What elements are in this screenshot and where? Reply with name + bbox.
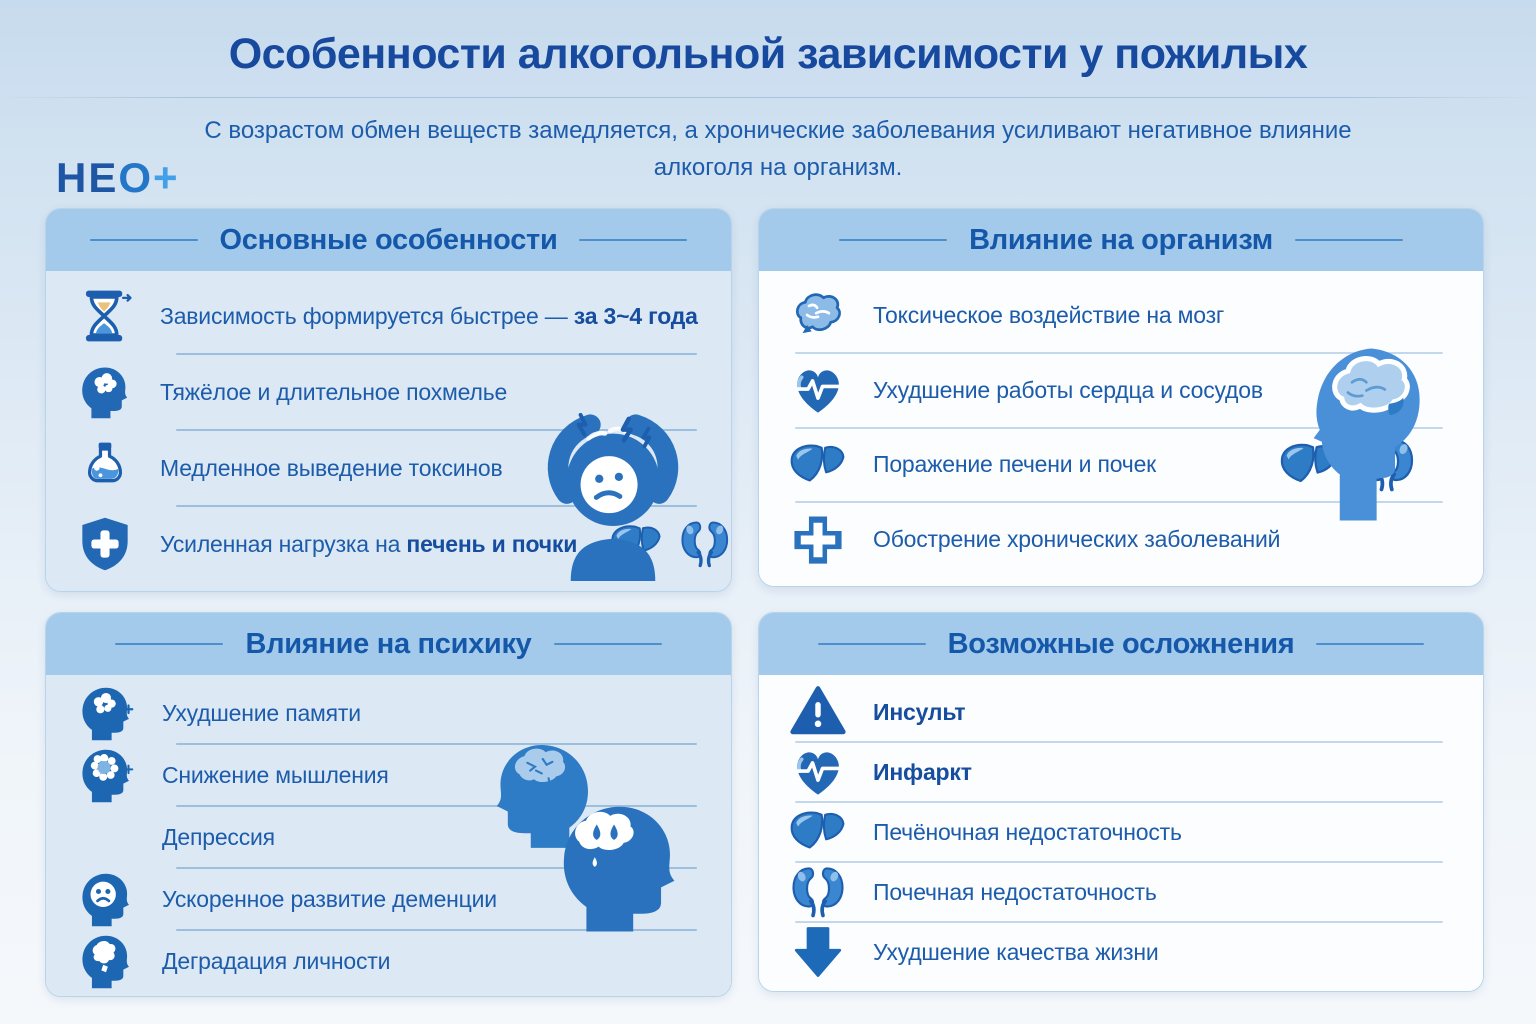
item-text: Токсическое воздействие на мозг: [873, 301, 1225, 328]
item-text: Депрессия: [162, 823, 275, 850]
head-hangover-icon: [76, 363, 134, 421]
list-item: [789, 683, 1449, 741]
panel-title: Влияние на организм: [969, 223, 1273, 256]
item-text: Инсульт: [873, 698, 966, 725]
panel-body: [759, 271, 1483, 586]
head-profile-brain-illustration: [1307, 343, 1435, 523]
panel-title: Возможные осложнения: [947, 627, 1295, 660]
panel-body: [759, 675, 1483, 991]
item-text: Ухудшение работы сердца и сосудов: [873, 376, 1263, 403]
hourglass-icon: [76, 287, 134, 345]
icon-spacer: [76, 807, 136, 867]
list-item: [789, 923, 1449, 981]
item-text: Инфаркт: [873, 758, 972, 785]
panel-complications: [758, 612, 1484, 992]
header-line: [839, 239, 947, 241]
item-text: Медленное выведение токсинов: [160, 454, 503, 481]
head-memory-icon: [76, 683, 136, 743]
medical-cross-icon: [789, 511, 847, 569]
item-text: Ухудшение памяти: [162, 699, 361, 726]
logo-part: О: [118, 154, 154, 201]
item-text: Поражение печени и почек: [873, 451, 1157, 478]
header-line: [1316, 643, 1424, 645]
header-line: [1295, 239, 1403, 241]
header-line: [554, 643, 662, 645]
neo-plus-logo: [56, 154, 180, 202]
item-text: Снижение мышления: [162, 761, 389, 788]
panel-header: [759, 613, 1483, 675]
panel-title: Влияние на психику: [245, 627, 532, 660]
item-text: Тяжёлое и длительное похмелье: [160, 378, 508, 405]
panel-body: [46, 271, 731, 591]
two-heads-illustration: [483, 735, 695, 941]
list-item: [76, 279, 697, 353]
head-thinking-icon: [76, 745, 136, 805]
item-text: Обострение хронических заболеваний: [873, 526, 1281, 553]
header-line: [579, 239, 687, 241]
item-text: Печёночная недостаточность: [873, 818, 1182, 845]
panel-psyche: [45, 612, 732, 997]
panel-body: [46, 675, 731, 997]
brain-icon: [789, 286, 847, 344]
heart-pulse-icon: [789, 361, 847, 419]
panel-features: [45, 208, 732, 592]
item-text: Деградация личности: [162, 947, 391, 974]
panel-organism: [758, 208, 1484, 587]
header-line: [818, 643, 926, 645]
list-item: [789, 743, 1449, 801]
item-text: Усиленная нагрузка на печень и почки: [160, 530, 578, 557]
panel-header: [759, 209, 1483, 271]
head-degradation-icon: [76, 931, 136, 991]
panel-header: [46, 613, 731, 675]
list-item: [789, 803, 1449, 861]
item-text: Почечная недостаточность: [873, 878, 1157, 905]
item-text: Ускоренное развитие деменции: [162, 885, 497, 912]
header-line: [115, 643, 223, 645]
panel-header: [46, 209, 731, 271]
list-item: [789, 279, 1449, 352]
head-sad-icon: [76, 869, 136, 929]
item-text: Ухудшение качества жизни: [873, 938, 1159, 965]
title-divider: [0, 97, 1536, 98]
flask-icon: [76, 439, 134, 497]
shield-cross-icon: [76, 515, 134, 573]
panel-title: Основные особенности: [219, 223, 558, 256]
warning-triangle-icon: [789, 683, 847, 741]
page-title: Особенности алкогольной зависимости у пожилых: [228, 30, 1308, 78]
page-subtitle: С возрастом обмен веществ замедляется, а хронические заболевания усиливают негативное влияние алкоголя на организм.: [204, 117, 1352, 182]
liver-icon: [789, 436, 847, 494]
logo-part: НЕ: [56, 154, 119, 201]
list-item: [76, 683, 697, 743]
down-arrow-icon: [789, 923, 847, 981]
item-text: Зависимость формируется быстрее — за 3~4 года: [160, 302, 698, 329]
kidneys-icon: [789, 863, 847, 921]
list-item: [789, 863, 1449, 921]
logo-plus-icon: +: [153, 154, 180, 201]
liver-icon: [789, 803, 847, 861]
header-line: [90, 239, 198, 241]
heart-pulse-icon: [789, 743, 847, 801]
person-headache-illustration: [529, 409, 697, 581]
